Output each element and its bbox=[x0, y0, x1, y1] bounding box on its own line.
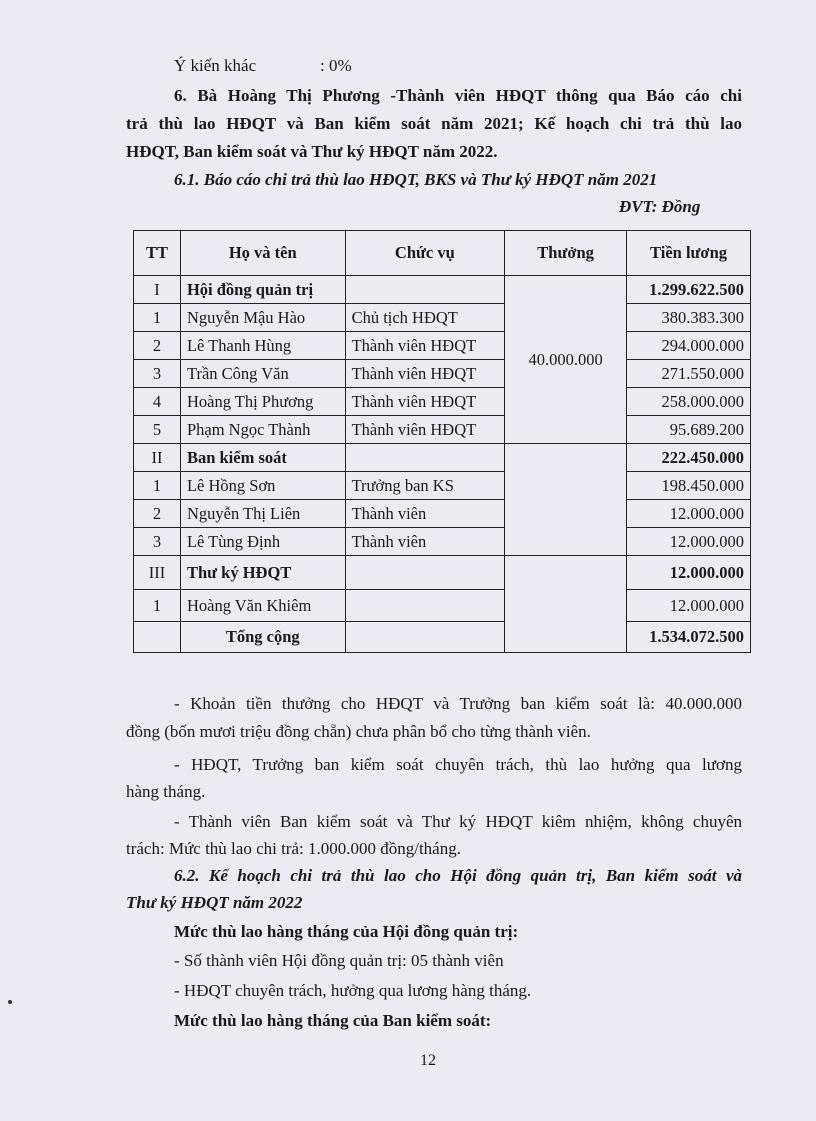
table-row bbox=[134, 500, 751, 528]
board-heading: Mức thù lao hàng tháng của Hội đồng quản trị: bbox=[174, 922, 519, 941]
row-salary: 198.450.000 bbox=[627, 472, 751, 500]
row-name: Hoàng Văn Khiêm bbox=[180, 590, 345, 622]
section6-line1: 6. Bà Hoàng Thị Phương -Thành viên HĐQT thông qua Báo cáo chi bbox=[174, 86, 742, 105]
row-tt: 3 bbox=[134, 528, 181, 556]
row-role bbox=[345, 556, 505, 590]
row-role bbox=[345, 444, 505, 472]
total-label: Tổng cộng bbox=[180, 622, 345, 653]
row-salary: 271.550.000 bbox=[627, 360, 751, 388]
header-bonus: Thưởng bbox=[505, 231, 627, 276]
row-name: Lê Hồng Sơn bbox=[180, 472, 345, 500]
row-role bbox=[345, 590, 505, 622]
group-salary: 1.299.622.500 bbox=[627, 276, 751, 304]
note3-line2: trách: Mức thù lao chi trả: 1.000.000 đồng/tháng. bbox=[126, 839, 461, 858]
bonus-empty-cell bbox=[505, 444, 627, 556]
note1-line2: đồng (bốn mươi triệu đồng chẵn) chưa phân bổ cho từng thành viên. bbox=[126, 722, 591, 741]
row-name: Lê Thanh Hùng bbox=[180, 332, 345, 360]
row-tt: 1 bbox=[134, 472, 181, 500]
supervisory-heading: Mức thù lao hàng tháng của Ban kiểm soát: bbox=[174, 1011, 492, 1030]
other-opinion-label: Ý kiến khác bbox=[174, 56, 257, 75]
table-row bbox=[134, 360, 751, 388]
table-row bbox=[134, 528, 751, 556]
row-tt: 5 bbox=[134, 416, 181, 444]
row-tt: 1 bbox=[134, 304, 181, 332]
row-tt: II bbox=[134, 444, 181, 472]
header-role: Chức vụ bbox=[345, 231, 505, 276]
row-name: Trần Công Văn bbox=[180, 360, 345, 388]
row-tt: I bbox=[134, 276, 181, 304]
note2-line2: hàng tháng. bbox=[126, 782, 206, 801]
row-name: Nguyễn Mậu Hào bbox=[180, 304, 345, 332]
table-row bbox=[134, 472, 751, 500]
table-row bbox=[134, 556, 751, 590]
row-role: Thành viên HĐQT bbox=[345, 388, 505, 416]
row-role: Thành viên HĐQT bbox=[345, 360, 505, 388]
row-role: Chủ tịch HĐQT bbox=[345, 304, 505, 332]
row-tt: 1 bbox=[134, 590, 181, 622]
group-salary: 222.450.000 bbox=[627, 444, 751, 472]
group-name: Thư ký HĐQT bbox=[180, 556, 345, 590]
board-item1: - Số thành viên Hội đồng quản trị: 05 thành viên bbox=[174, 951, 504, 970]
row-tt: 3 bbox=[134, 360, 181, 388]
row-salary: 95.689.200 bbox=[627, 416, 751, 444]
note1-line1: - Khoản tiền thưởng cho HĐQT và Trưởng ban kiểm soát là: 40.000.000 bbox=[174, 694, 742, 713]
row-name: Hoàng Thị Phương bbox=[180, 388, 345, 416]
bonus-cell: 40.000.000 bbox=[505, 276, 627, 444]
header-tt: TT bbox=[134, 231, 181, 276]
row-role: Thành viên bbox=[345, 528, 505, 556]
row-role: Thành viên HĐQT bbox=[345, 332, 505, 360]
section62-line1: 6.2. Kế hoạch chi trả thù lao cho Hội đồng quản trị, Ban kiểm soát và bbox=[174, 866, 742, 885]
table-row bbox=[134, 332, 751, 360]
group-salary: 12.000.000 bbox=[627, 556, 751, 590]
table-header-row bbox=[134, 231, 751, 276]
note3-line1: - Thành viên Ban kiểm soát và Thư ký HĐQT kiêm nhiệm, không chuyên bbox=[174, 812, 742, 831]
row-salary: 12.000.000 bbox=[627, 528, 751, 556]
page-number: 12 bbox=[420, 1052, 436, 1069]
table-row bbox=[134, 276, 751, 304]
row-salary: 12.000.000 bbox=[627, 500, 751, 528]
row-role bbox=[345, 276, 505, 304]
header-name: Họ và tên bbox=[180, 231, 345, 276]
board-item2: - HĐQT chuyên trách, hưởng qua lương hàng tháng. bbox=[174, 981, 532, 1000]
row-name: Lê Tùng Định bbox=[180, 528, 345, 556]
remuneration-table bbox=[133, 230, 751, 653]
unit-label: ĐVT: Đồng bbox=[619, 197, 701, 216]
row-role: Thành viên bbox=[345, 500, 505, 528]
other-opinion-value: : 0% bbox=[320, 56, 352, 75]
table-row bbox=[134, 416, 751, 444]
other-opinion-line bbox=[174, 56, 352, 76]
total-value: 1.534.072.500 bbox=[627, 622, 751, 653]
table-row bbox=[134, 388, 751, 416]
total-role bbox=[345, 622, 505, 653]
group-name: Ban kiểm soát bbox=[180, 444, 345, 472]
total-tt bbox=[134, 622, 181, 653]
table-row bbox=[134, 304, 751, 332]
bonus-empty-cell bbox=[505, 556, 627, 653]
row-tt: 2 bbox=[134, 500, 181, 528]
note2-line1: - HĐQT, Trưởng ban kiểm soát chuyên trách, thù lao hưởng qua lương bbox=[174, 755, 742, 774]
table-row bbox=[134, 590, 751, 622]
header-salary: Tiền lương bbox=[627, 231, 751, 276]
row-salary: 12.000.000 bbox=[627, 590, 751, 622]
row-salary: 380.383.300 bbox=[627, 304, 751, 332]
section62-line2: Thư ký HĐQT năm 2022 bbox=[126, 893, 303, 912]
row-salary: 294.000.000 bbox=[627, 332, 751, 360]
section61-title: 6.1. Báo cáo chi trả thù lao HĐQT, BKS và Thư ký HĐQT năm 2021 bbox=[174, 170, 658, 189]
group-name: Hội đồng quản trị bbox=[180, 276, 345, 304]
row-role: Thành viên HĐQT bbox=[345, 416, 505, 444]
row-tt: 4 bbox=[134, 388, 181, 416]
section6-line2: trả thù lao HĐQT và Ban kiểm soát năm 2021; Kế hoạch chi trả thù lao bbox=[126, 114, 742, 133]
row-salary: 258.000.000 bbox=[627, 388, 751, 416]
scan-speck bbox=[8, 1000, 12, 1004]
row-name: Phạm Ngọc Thành bbox=[180, 416, 345, 444]
table-row bbox=[134, 444, 751, 472]
section6-line3: HĐQT, Ban kiểm soát và Thư ký HĐQT năm 2022. bbox=[126, 142, 498, 161]
row-tt: 2 bbox=[134, 332, 181, 360]
table-total-row bbox=[134, 622, 751, 653]
row-tt: III bbox=[134, 556, 181, 590]
row-role: Trưởng ban KS bbox=[345, 472, 505, 500]
row-name: Nguyễn Thị Liên bbox=[180, 500, 345, 528]
